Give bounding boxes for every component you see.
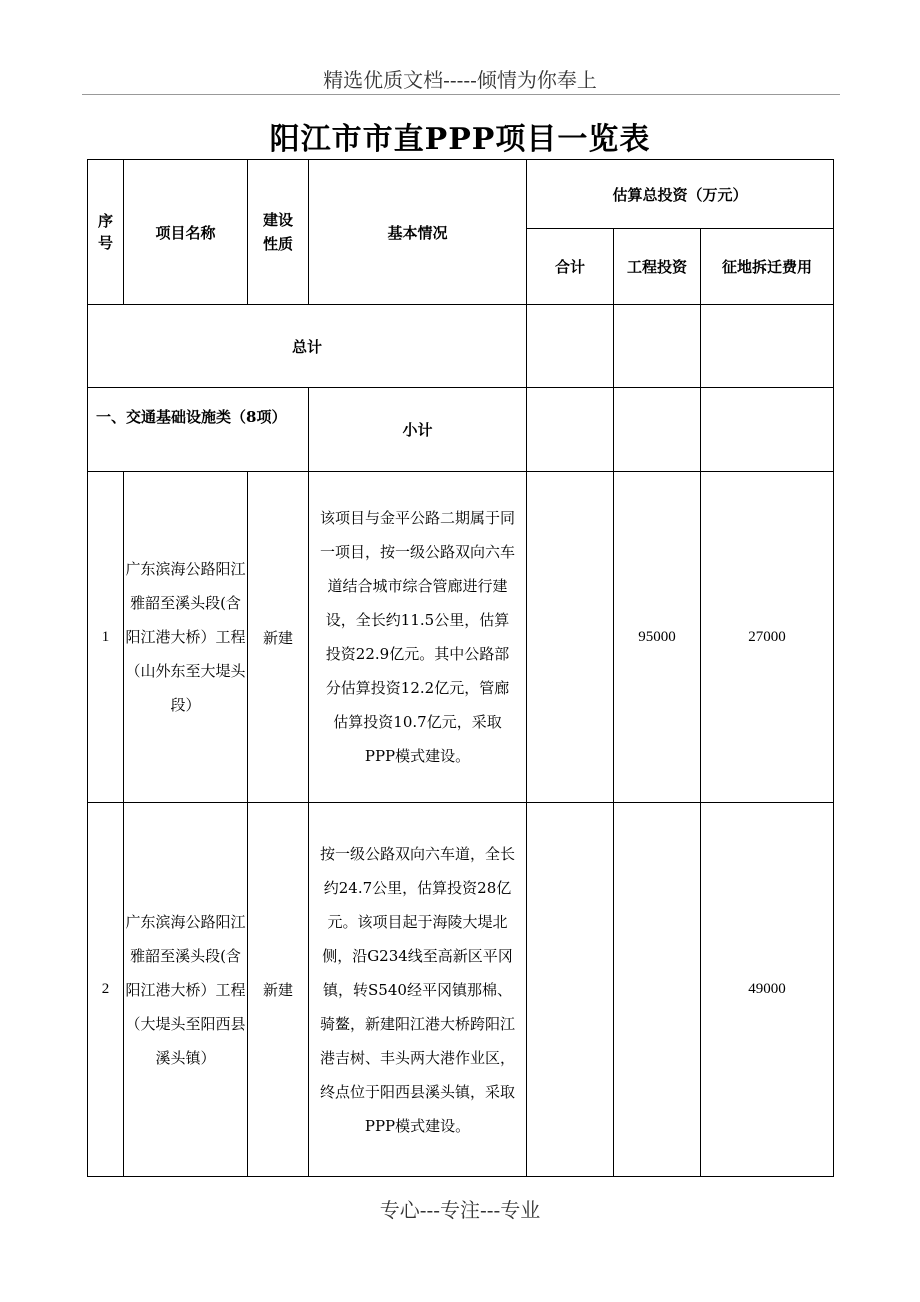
subtotal-label: 小计 [309, 388, 527, 472]
row-project-name: 广东滨海公路阳江雅韶至溪头段(含阳江港大桥）工程（山外东至大堤头段） [124, 472, 248, 803]
table-row [88, 803, 834, 1177]
row-seq: 2 [88, 803, 124, 1177]
row-engineering: 95000 [614, 472, 701, 803]
row-total [527, 803, 614, 1177]
row-total [527, 472, 614, 803]
grand-total-sum [527, 305, 614, 388]
header-divider [82, 94, 840, 95]
header-engineering-investment: 工程投资 [614, 229, 701, 305]
section-label: 一、交通基础设施类（8项） [88, 388, 309, 472]
subtotal-land [701, 388, 834, 472]
row-project-name: 广东滨海公路阳江雅韶至溪头段(含阳江港大桥）工程（大堤头至阳西县溪头镇） [124, 803, 248, 1177]
row-land: 27000 [701, 472, 834, 803]
row-basic-info: 该项目与金平公路二期属于同一项目，按一级公路双向六车道结合城市综合管廊进行建设，全长约11.5公里，估算投资22.9亿元。其中公路部分估算投资12.2亿元，管廊估算投资10.7亿元，采取PPP模式建设。 [309, 472, 527, 803]
row-construction-type: 新建 [248, 803, 309, 1177]
row-land: 49000 [701, 803, 834, 1177]
grand-total-engineering [614, 305, 701, 388]
grand-total-label: 总计 [88, 305, 527, 388]
header-construction-type: 建设性质 [248, 160, 309, 305]
header-project-name: 项目名称 [124, 160, 248, 305]
grand-total-land [701, 305, 834, 388]
header-basic-info: 基本情况 [309, 160, 527, 305]
subtotal-engineering [614, 388, 701, 472]
table-row [88, 472, 834, 803]
header-total: 合计 [527, 229, 614, 305]
header-estimated-investment: 估算总投资（万元） [527, 160, 834, 229]
row-seq: 1 [88, 472, 124, 803]
header-land-acquisition: 征地拆迁费用 [701, 229, 834, 305]
row-engineering [614, 803, 701, 1177]
document-title: 阳江市市直PPP项目一览表 [269, 122, 651, 157]
subtotal-sum [527, 388, 614, 472]
row-construction-type: 新建 [248, 472, 309, 803]
row-basic-info: 按一级公路双向六车道，全长约24.7公里，估算投资28亿元。该项目起于海陵大堤北侧，沿G234线至高新区平冈镇，转S540经平冈镇那棉、骑鳌，新建阳江港大桥跨阳江港吉树、丰头两大港作业区，终点位于阳西县溪头镇，采取PPP模式建设。 [309, 803, 527, 1177]
page-header: 精选优质文档-----倾情为你奉上 [323, 68, 597, 92]
page-footer: 专心---专注---专业 [379, 1198, 541, 1222]
header-seq: 序号 [88, 160, 124, 305]
ppp-project-table [87, 159, 834, 1177]
